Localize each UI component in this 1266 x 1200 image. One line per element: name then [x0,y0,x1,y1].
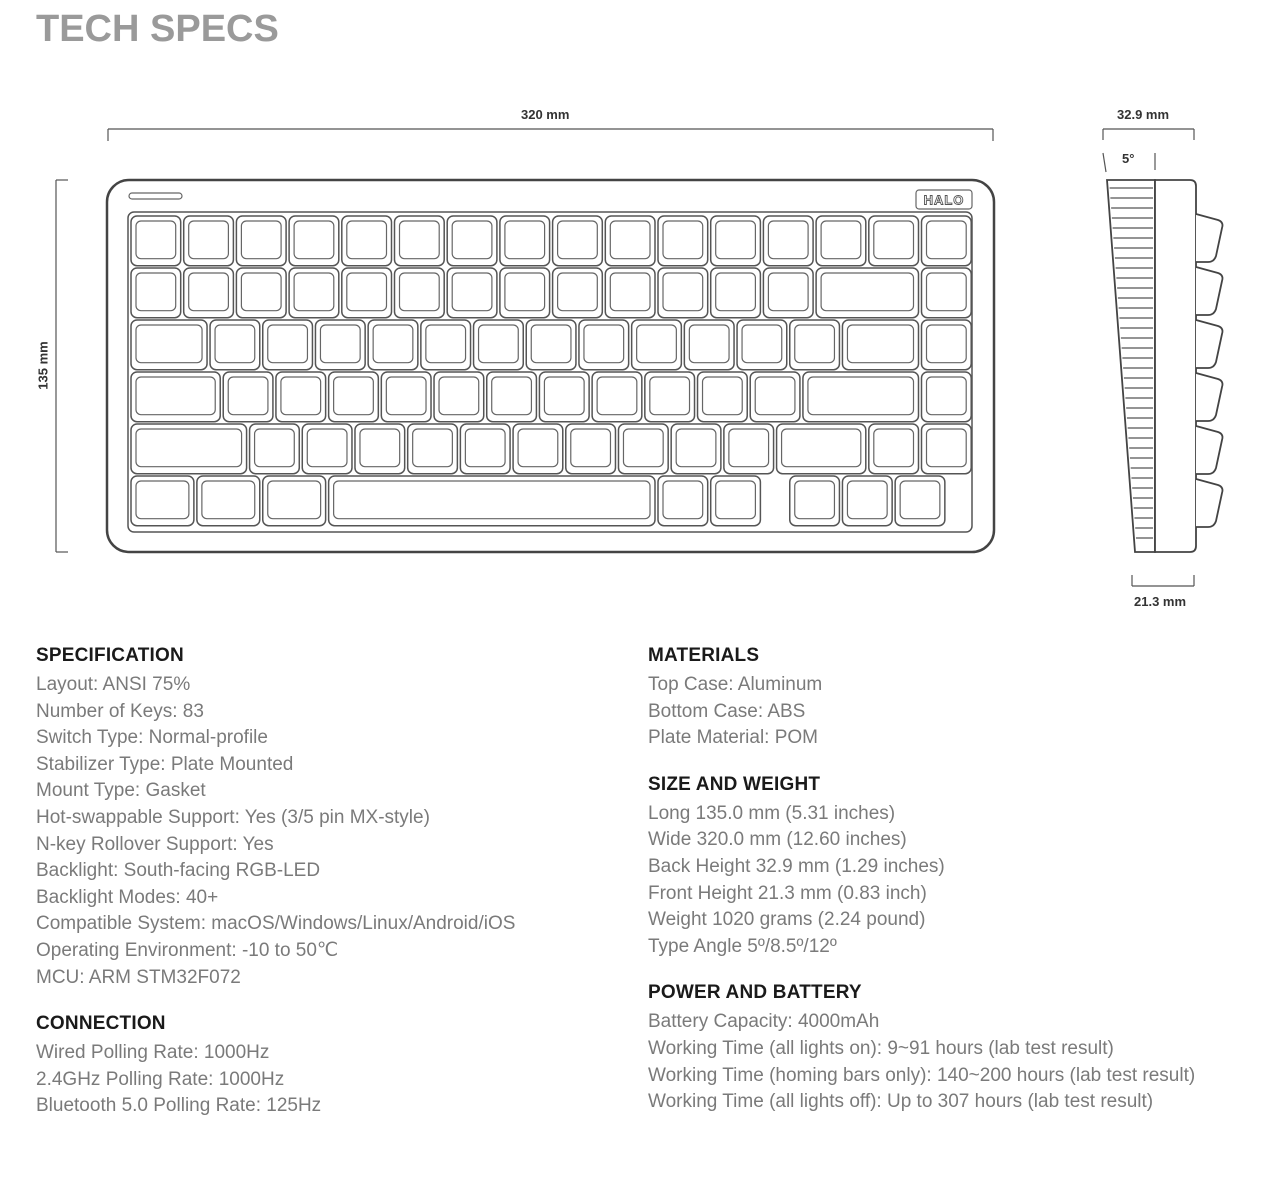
materials-heading: MATERIALS [648,645,760,666]
keycap-top [334,481,650,519]
width-dimension-line [108,129,993,141]
keycap-top [136,273,176,311]
materials-section [648,645,1228,752]
power-battery-section [648,982,1228,1115]
keycap-top [281,377,321,415]
keycap-top [544,377,584,415]
keycap-top [571,429,611,467]
keycap-top [716,221,756,259]
keycap-top [623,429,663,467]
keycap-top [584,325,624,363]
spec-item: Operating Environment: -10 to 50℃ [36,939,339,961]
keycap-top [334,377,374,415]
keycap-top [136,429,242,467]
side-keycap-profile [1196,267,1223,315]
keycap-top [255,429,295,467]
keycap-top [795,481,835,519]
keycap-top [782,429,861,467]
front-height-dimension-label: 21.3 mm [1134,594,1187,609]
keycap-top [610,273,650,311]
keycap-top [294,273,334,311]
keycap-top [768,221,808,259]
spec-item: 2.4GHz Polling Rate: 1000Hz [36,1068,285,1090]
power-battery-list [648,1009,1228,1115]
spec-item: Plate Material: POM [648,727,818,749]
materials-list [648,672,1228,752]
keycap-top [518,429,558,467]
keycap-top [768,273,808,311]
keycap-top [676,429,716,467]
keycap-top [900,481,940,519]
keycap-top [189,221,229,259]
keycap-top [874,221,914,259]
keycap-top [189,273,229,311]
spec-item: Working Time (homing bars only): 140~200 hours (lab test result) [648,1064,1196,1086]
keycap-top [703,377,743,415]
side-keycap-profile [1196,479,1223,527]
connection-list [36,1040,616,1120]
side-keycap-profile [1196,426,1223,474]
keycap-top [479,325,519,363]
spec-item: Stabilizer Type: Plate Mounted [36,753,294,775]
tilt-angle-label: 5° [1122,151,1135,166]
keycap-top [663,481,703,519]
keycap-top [241,221,281,259]
spec-item: Hot-swappable Support: Yes (3/5 pin MX-style) [36,806,430,828]
spec-item: Backlight Modes: 40+ [36,886,219,908]
height-dimension-label: 135 mm [35,341,51,390]
size-weight-list [648,801,1228,961]
keycap-top [347,221,387,259]
keycap-top [215,325,255,363]
page-title: TECH SPECS [36,8,279,50]
keycap-top [400,221,440,259]
spec-item: Compatible System: macOS/Windows/Linux/Android/iOS [36,913,516,935]
keycap-top [927,221,967,259]
keycap-top [492,377,532,415]
keycap-top [927,429,967,467]
spec-item: MCU: ARM STM32F072 [36,966,241,988]
keycap-top [558,273,598,311]
power-battery-heading: POWER AND BATTERY [648,982,862,1004]
keycap-top [847,481,887,519]
keycap-top [610,221,650,259]
keycap-top [847,325,913,363]
keycap-top [531,325,571,363]
specs-left-column [36,645,616,1142]
keycap-top [294,221,334,259]
specs-right-column [648,645,1228,1138]
spec-item: N-key Rollover Support: Yes [36,833,274,855]
keycap-top [663,221,703,259]
keycap-top [268,325,308,363]
keycap-top [821,273,913,311]
keycap-top [452,221,492,259]
height-dimension-line [56,180,68,552]
spec-item: Front Height 21.3 mm (0.83 inch) [648,882,927,904]
keycap-top [650,377,690,415]
back-height-dimension-label: 32.9 mm [1117,107,1170,122]
keycap-top [505,221,545,259]
keycap-top [360,429,400,467]
spec-item: Number of Keys: 83 [36,700,204,722]
keycap-top [795,325,835,363]
keycap-top [716,273,756,311]
size-weight-section [648,774,1228,961]
keycap-top [307,429,347,467]
spec-item: Layout: ANSI 75% [36,674,191,695]
spec-item: Working Time (all lights off): Up to 307 hours (lab test result) [648,1091,1154,1113]
keycap-top [202,481,255,519]
spec-item: Weight 1020 grams (2.24 pound) [648,909,926,931]
keycap-top [927,273,967,311]
side-keycap-profile [1196,373,1223,421]
keycap-top [136,221,176,259]
spec-item: Bluetooth 5.0 Polling Rate: 125Hz [36,1095,322,1117]
keycap-top [347,273,387,311]
indicator-bar [129,193,182,199]
keycap-top [505,273,545,311]
spec-item: Switch Type: Normal-profile [36,727,268,749]
spec-item: Back Height 32.9 mm (1.29 inches) [648,855,945,877]
keycap-top [874,429,914,467]
side-profile-view [1107,180,1223,552]
side-profile-dimension-bottom [1132,575,1194,586]
width-dimension-label: 320 mm [521,107,570,122]
keycap-top [136,377,215,415]
keycap-top [755,377,795,415]
spec-item: Wide 320.0 mm (12.60 inches) [648,829,907,851]
specification-section [36,645,616,991]
size-weight-heading: SIZE AND WEIGHT [648,773,821,795]
keycap-top [136,325,202,363]
keycap-top [716,481,756,519]
keycap-top [927,325,967,363]
spec-item: Bottom Case: ABS [648,700,806,722]
keycap-top [597,377,637,415]
spec-item: Mount Type: Gasket [36,780,206,802]
brand-badge: HALO [923,192,965,208]
keycap-top [228,377,268,415]
keycap-top [413,429,453,467]
keycap-top [373,325,413,363]
keycap-top [663,273,703,311]
keycap-top [426,325,466,363]
spec-item: Working Time (all lights on): 9~91 hours (lab test result) [648,1037,1114,1059]
keycap-top [136,481,189,519]
side-profile-dimension-top [1103,129,1194,172]
spec-item: Backlight: South-facing RGB-LED [36,860,321,882]
keycap-top [439,377,479,415]
keycap-top [821,221,861,259]
keycap-top [386,377,426,415]
specification-heading: SPECIFICATION [36,645,184,666]
specification-list [36,672,616,991]
spec-item: Type Angle 5º/8.5º/12º [648,935,837,957]
side-keycap-profile [1196,214,1223,262]
spec-item: Top Case: Aluminum [648,674,823,695]
spec-item: Wired Polling Rate: 1000Hz [36,1042,270,1064]
keycap-top [742,325,782,363]
spec-item: Battery Capacity: 4000mAh [648,1011,880,1033]
keycap-top [927,377,967,415]
keycap-top [465,429,505,467]
keycap-top [729,429,769,467]
keycap-top [241,273,281,311]
keycap-top [808,377,914,415]
spec-item: Long 135.0 mm (5.31 inches) [648,802,896,824]
keycap-top [637,325,677,363]
keycap-top [320,325,360,363]
keycap-top [558,221,598,259]
keycap-top [268,481,321,519]
keycap-top [400,273,440,311]
connection-section [36,1013,616,1120]
connection-heading: CONNECTION [36,1013,166,1035]
keycap-top [452,273,492,311]
side-keycap-profile [1196,320,1223,368]
keycap-top [689,325,729,363]
